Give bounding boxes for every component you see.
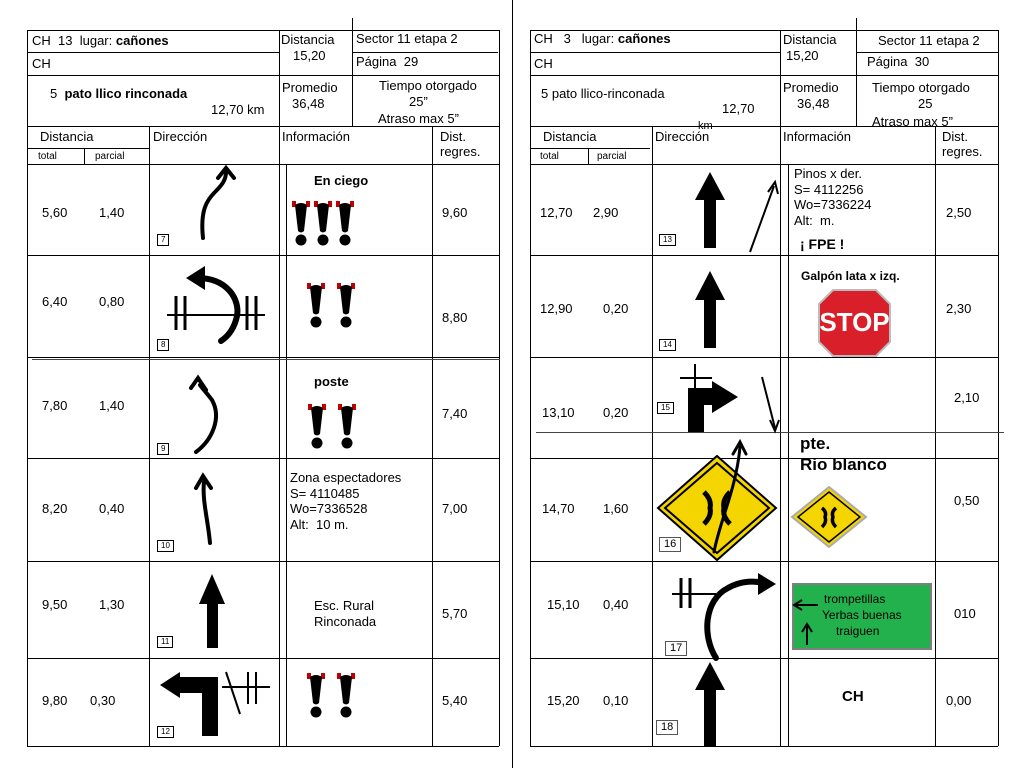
- sector-label: Sector 11 etapa 2: [356, 31, 458, 46]
- row-parcial: 1,30: [99, 597, 125, 612]
- row-info: CH: [842, 688, 864, 705]
- left-turn-crossing-arrow-icon: [160, 672, 270, 736]
- curve-right-arrow-icon: [202, 168, 234, 238]
- straight-arrow-icon: [695, 172, 725, 248]
- col-parcial: parcial: [95, 151, 125, 162]
- promedio-label: Promedio: [783, 80, 839, 95]
- sign-line: trompetillas: [824, 592, 886, 606]
- row-regres: 7,00: [442, 501, 468, 516]
- row-total: 15,10: [547, 597, 580, 612]
- tiempo-label: Tiempo otorgado: [379, 78, 477, 93]
- ch-row2: CH: [534, 56, 553, 71]
- distancia-label: Distancia: [783, 32, 837, 47]
- up-arrow-icon: [802, 624, 812, 645]
- col-total: total: [38, 151, 57, 162]
- atraso-label: Atraso max 5”: [378, 111, 459, 126]
- row-number: 10: [157, 540, 174, 552]
- caution-icon: [307, 673, 355, 718]
- row-parcial: 0,10: [603, 693, 629, 708]
- col-direccion: Dirección: [153, 129, 208, 144]
- row-regres: 5,40: [442, 693, 468, 708]
- row-number: 13: [659, 234, 676, 246]
- row-regres: 0,50: [954, 493, 980, 508]
- col-direccion: Dirección: [655, 129, 710, 144]
- row-total: 12,70: [540, 205, 573, 220]
- promedio-value: 36,48: [292, 96, 325, 111]
- route-km: 12,70: [722, 101, 755, 116]
- row-info: Pinos x der. S= 4112256 Wo=7336224 Alt: m.: [794, 166, 872, 228]
- col-total: total: [540, 151, 559, 162]
- caution-icon: [307, 283, 355, 328]
- row-parcial: 1,40: [99, 398, 125, 413]
- col-dist-regres: Dist. regres.: [942, 129, 983, 159]
- row-info: Zona espectadores S= 4110485 Wo=7336528 Alt: 10 m.: [290, 470, 402, 532]
- hairpin-right-arrow-icon: [672, 573, 776, 658]
- distancia-value: 15,20: [293, 48, 326, 63]
- row-total: 14,70: [542, 501, 575, 516]
- trees-pointer-arrow-icon: [750, 182, 778, 252]
- caution-icon: [308, 404, 356, 449]
- row-number: 16: [659, 537, 681, 552]
- row-parcial: 0,40: [99, 501, 125, 516]
- row-regres: 2,30: [946, 301, 972, 316]
- sector-label: Sector 11 etapa 2: [878, 33, 980, 48]
- row-parcial: 0,30: [90, 693, 116, 708]
- sign-line: traiguen: [836, 624, 880, 638]
- row-total: 5,60: [42, 205, 68, 220]
- row-number: 14: [659, 339, 676, 351]
- fpe-warning: ¡ FPE !: [800, 236, 845, 252]
- row-info: pte. Rio blanco: [800, 434, 887, 475]
- row-parcial: 0,20: [603, 405, 629, 420]
- straight-arrow-icon: [695, 662, 725, 746]
- row-info: Galpón lata x izq.: [801, 269, 900, 283]
- row-regres: 5,70: [442, 606, 468, 621]
- col-parcial: parcial: [597, 151, 627, 162]
- row-total: 9,80: [42, 693, 68, 708]
- row-parcial: 0,80: [99, 294, 125, 309]
- route-name: 5 pato llico rinconada: [50, 86, 188, 101]
- row-regres: 0,00: [946, 693, 972, 708]
- col-distancia: Distancia: [543, 129, 597, 144]
- distancia-label: Distancia: [281, 32, 335, 47]
- row-total: 9,50: [42, 597, 68, 612]
- ch-row2: CH: [32, 56, 51, 71]
- row-regres: 8,80: [442, 310, 468, 325]
- col-dist-regres: Dist. regres.: [440, 129, 481, 159]
- row-info: En ciego: [314, 173, 369, 188]
- row-total: 7,80: [42, 398, 68, 413]
- narrow-bridge-sign-icon: [792, 487, 866, 547]
- slight-left-arrow-icon: [196, 476, 211, 543]
- promedio-value: 36,48: [797, 96, 830, 111]
- right-turn-arrow-icon: [680, 364, 738, 432]
- atraso-label: Atraso max 5”: [872, 114, 953, 129]
- curve-left-arrow-icon: [191, 378, 216, 452]
- row-parcial: 0,40: [603, 597, 629, 612]
- straight-arrow-icon: [695, 271, 725, 348]
- row-total: 15,20: [547, 693, 580, 708]
- route-km-unit: km: [698, 120, 713, 132]
- row-number: 7: [157, 234, 169, 246]
- row-regres: 9,60: [442, 205, 468, 220]
- col-informacion: Información: [783, 129, 851, 144]
- pointer-arrow-icon: [762, 377, 779, 431]
- row-number: 17: [665, 641, 687, 656]
- row-total: 12,90: [540, 301, 573, 316]
- row-total: 13,10: [542, 405, 575, 420]
- tiempo-label: Tiempo otorgado: [872, 80, 970, 95]
- u-turn-crossing-arrow-icon: [167, 266, 265, 341]
- row-parcial: 1,40: [99, 205, 125, 220]
- pagina: Página 29: [356, 54, 419, 69]
- col-distancia: Distancia: [40, 129, 94, 144]
- ch-header: CH 13 lugar: cañones: [32, 33, 169, 48]
- row-regres: 2,50: [946, 205, 972, 220]
- left-arrow-icon: [794, 600, 818, 610]
- row-number: 18: [656, 720, 678, 735]
- row-regres: 7,40: [442, 406, 468, 421]
- row-number: 11: [157, 636, 173, 648]
- row-regres: 2,10: [954, 390, 980, 405]
- row-number: 8: [157, 339, 169, 351]
- row-parcial: 1,60: [603, 501, 629, 516]
- tiempo-value: 25”: [409, 94, 428, 109]
- row-total: 8,20: [42, 501, 68, 516]
- row-regres: 010: [954, 606, 976, 621]
- promedio-label: Promedio: [282, 80, 338, 95]
- route-name: 5 pato llico-rinconada: [541, 86, 665, 101]
- distancia-value: 15,20: [786, 48, 819, 63]
- tiempo-value: 25: [918, 96, 933, 111]
- stop-sign-text: STOP: [819, 307, 890, 337]
- stop-sign-icon: [819, 290, 890, 356]
- row-info: poste: [314, 374, 349, 389]
- col-informacion: Información: [282, 129, 350, 144]
- row-parcial: 0,20: [603, 301, 629, 316]
- row-info: Esc. Rural Rinconada: [314, 598, 377, 629]
- ch-header: CH 3 lugar: cañones: [534, 31, 671, 46]
- row-parcial: 2,90: [593, 205, 619, 220]
- sign-line: Yerbas buenas: [822, 608, 902, 622]
- straight-arrow-icon: [199, 574, 225, 648]
- route-km: 12,70 km: [211, 102, 265, 117]
- row-total: 6,40: [42, 294, 68, 309]
- row-number: 15: [657, 402, 674, 414]
- row-number: 12: [157, 726, 174, 738]
- row-number: 9: [157, 443, 169, 455]
- pagina: Página 30: [867, 54, 930, 69]
- caution-icon: [292, 201, 354, 246]
